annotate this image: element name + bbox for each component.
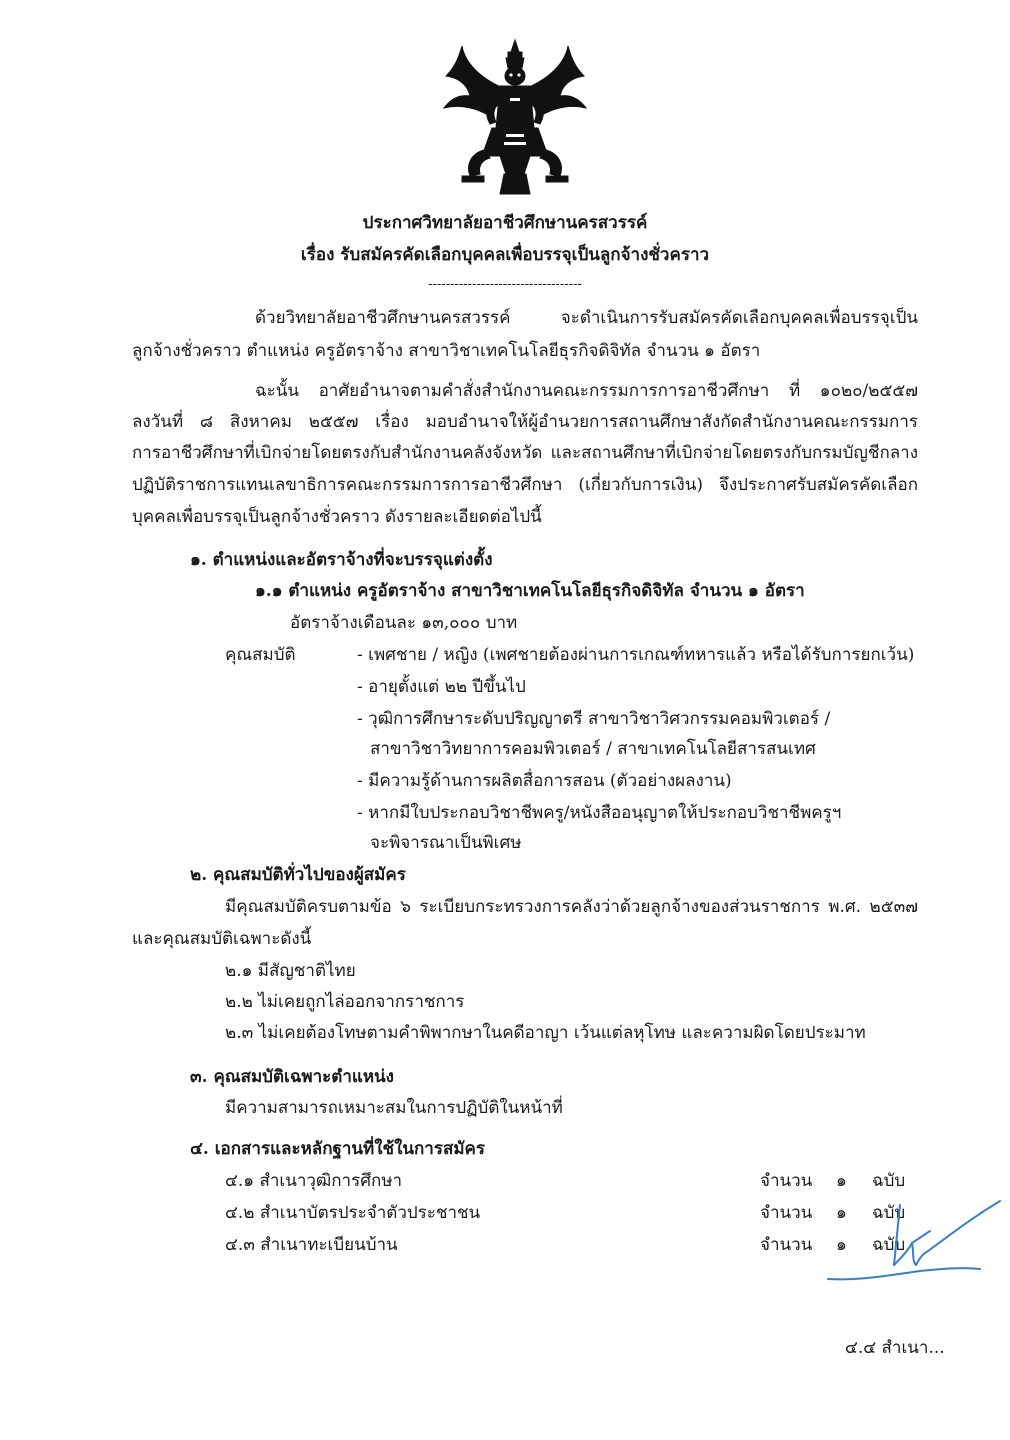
- qualification-item: - หากมีใบประกอบวิชาชีพครู/หนังสืออนุญาตให้ประกอบวิชาชีพครูฯ: [357, 803, 842, 823]
- section4-heading: ๔. เอกสารและหลักฐานที่ใช้ในการสมัคร: [190, 1139, 486, 1159]
- intro-p1-line2: ลูกจ้างชั่วคราว ตำแหน่ง ครูอัตราจ้าง สาขาวิชาเทคโนโลยีธุรกิจดิจิทัล จำนวน ๑ อัตรา: [132, 341, 761, 361]
- qualification-item-cont: สาขาวิชาวิทยาการคอมพิวเตอร์ / สาขาเทคโนโลยีสารสนเทศ: [370, 739, 816, 759]
- qualification-item: - มีความรู้ด้านการผลิตสื่อการสอน (ตัวอย่างผลงาน): [357, 771, 732, 791]
- intro-p2-line2: ลงวันที่ ๘ สิงหาคม ๒๕๕๗ เรื่อง มอบอำนาจให้ผู้อำนวยการสถานศึกษาสังกัดสำนักงานคณะกรรมการ: [132, 412, 918, 432]
- doc-item-amount: ๑: [836, 1171, 847, 1191]
- section2-line1: มีคุณสมบัติครบตามข้อ ๖ ระเบียบกระทรวงการคลังว่าด้วยลูกจ้างของส่วนราชการ พ.ศ. ๒๕๓๗: [225, 897, 918, 917]
- doc-item-amount-label: จำนวน: [760, 1235, 813, 1255]
- intro-p2-line4: ปฏิบัติราชการแทนเลขาธิการคณะกรรมการการอาชีวศึกษา (เกี่ยวกับการเงิน) จึงประกาศรับสมัครคัดเลือก: [132, 475, 918, 495]
- intro-p2-line5: บุคคลเพื่อบรรจุเป็นลูกจ้างชั่วคราว ดังรายละเอียดต่อไปนี้: [132, 507, 542, 527]
- doc-item-name: ๔.๒ สำเนาบัตรประจำตัวประชาชน: [225, 1203, 481, 1223]
- intro-p1-line1: ด้วยวิทยาลัยอาชีวศึกษานครสวรรค์ จะดำเนินการรับสมัครคัดเลือกบุคคลเพื่อบรรจุเป็น: [255, 308, 918, 328]
- section1-sub-heading: ๑.๑ ตำแหน่ง ครูอัตราจ้าง สาขาวิชาเทคโนโลยีธุรกิจดิจิทัล จำนวน ๑ อัตรา: [255, 581, 805, 601]
- intro-p2-line3: การอาชีวศึกษาที่เบิกจ่ายโดยตรงกับสำนักงานคลังจังหวัด และสถานศึกษาที่เบิกจ่ายโดยตรงกับกรมบัญชีกลาง: [132, 443, 918, 463]
- qualification-label: คุณสมบัติ: [225, 645, 296, 665]
- section1-heading: ๑. ตำแหน่งและอัตราจ้างที่จะบรรจุแต่งตั้ง: [190, 550, 493, 570]
- page-continuation: ๔.๔ สำเนา...: [845, 1338, 945, 1358]
- section3-heading: ๓. คุณสมบัติเฉพาะตำแหน่ง: [190, 1067, 394, 1087]
- doc-item-unit: ฉบับ: [872, 1171, 906, 1191]
- intro-p2-line1: ฉะนั้น อาศัยอำนาจตามคำสั่งสำนักงานคณะกรรมการการอาชีวศึกษา ที่ ๑๐๒๐/๒๕๕๗: [255, 381, 918, 401]
- doc-item-amount-label: จำนวน: [760, 1171, 813, 1191]
- doc-item-amount: ๑: [836, 1203, 847, 1223]
- section2-heading: ๒. คุณสมบัติทั่วไปของผู้สมัคร: [190, 865, 406, 885]
- doc-item-unit: ฉบับ: [872, 1203, 906, 1223]
- announcement-subject: เรื่อง รับสมัครคัดเลือกบุคคลเพื่อบรรจุเป็นลูกจ้างชั่วคราว: [300, 245, 710, 265]
- header-divider: -----------------------------------: [428, 277, 582, 292]
- section3-line1: มีความสามารถเหมาะสมในการปฏิบัติในหน้าที่: [225, 1098, 563, 1118]
- section2-item: ๒.๓ ไม่เคยต้องโทษตามคำพิพากษาในคดีอาญา เว้นแต่ลหุโทษ และความผิดโดยประมาท: [225, 1023, 866, 1043]
- qualification-item: - อายุตั้งแต่ ๒๒ ปีขึ้นไป: [357, 677, 526, 697]
- doc-item-amount-label: จำนวน: [760, 1203, 813, 1223]
- section2-item: ๒.๒ ไม่เคยถูกไล่ออกจากราชการ: [225, 992, 465, 1012]
- announcement-title: ประกาศวิทยาลัยอาชีวศึกษานครสวรรค์: [362, 213, 648, 233]
- doc-item-name: ๔.๓ สำเนาทะเบียนบ้าน: [225, 1235, 398, 1255]
- doc-item-amount: ๑: [836, 1235, 847, 1255]
- section2-item: ๒.๑ มีสัญชาติไทย: [225, 961, 356, 981]
- garuda-emblem-icon: [440, 38, 590, 198]
- section2-line2: และคุณสมบัติเฉพาะดังนี้: [132, 929, 312, 949]
- qualification-item: - เพศชาย / หญิง (เพศชายต้องผ่านการเกณฑ์ทหารแล้ว หรือได้รับการยกเว้น): [357, 645, 915, 665]
- section1-salary: อัตราจ้างเดือนละ ๑๓,๐๐๐ บาท: [290, 613, 518, 633]
- qualification-item: - วุฒิการศึกษาระดับปริญญาตรี สาขาวิชาวิศวกรรมคอมพิวเตอร์ /: [357, 709, 831, 729]
- qualification-item-cont: จะพิจารณาเป็นพิเศษ: [370, 833, 522, 853]
- signature-mark-icon: [820, 1195, 1005, 1295]
- doc-item-unit: ฉบับ: [872, 1235, 906, 1255]
- doc-item-name: ๔.๑ สำเนาวุฒิการศึกษา: [225, 1171, 403, 1191]
